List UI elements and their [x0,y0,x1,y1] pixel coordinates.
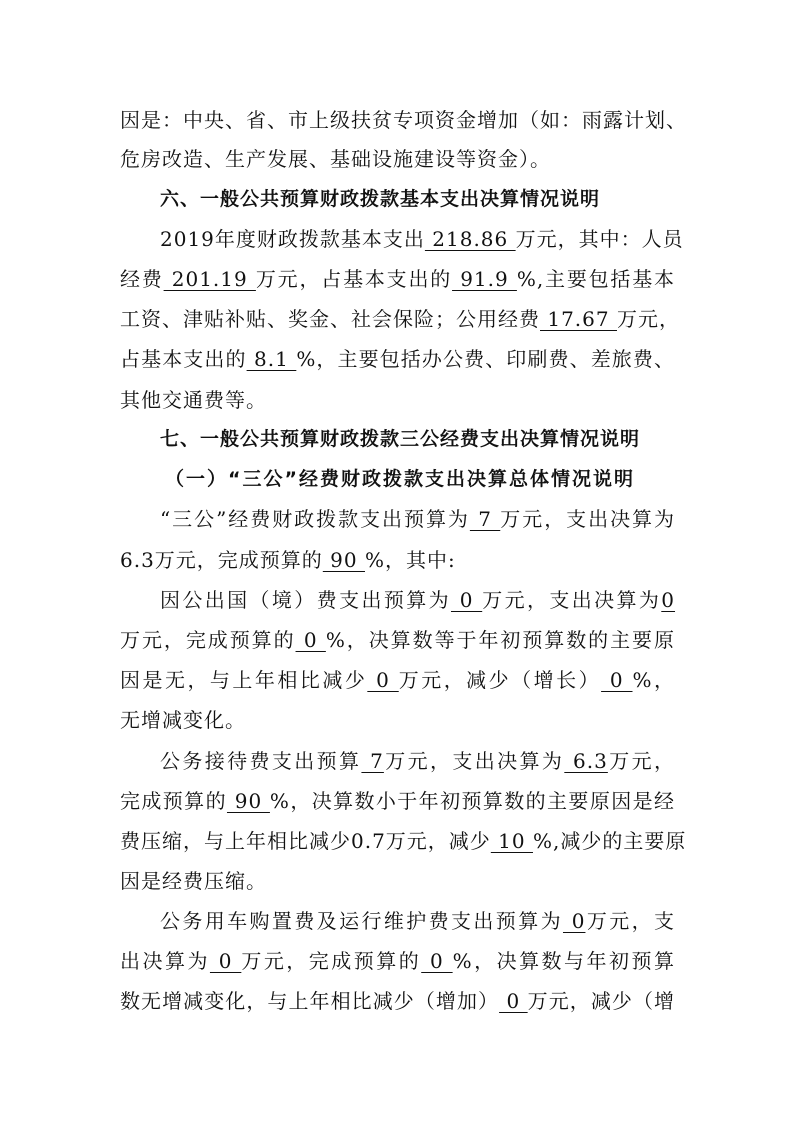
underlined-value: 0 [499,989,528,1013]
section-heading-6 [160,182,675,216]
paragraph-line [120,103,687,137]
text-run: 因是经费压缩。 [120,869,267,893]
text-run: 其他交通费等。 [120,388,267,412]
text-run: %，决算数等于年初预算数的主要原 [325,628,675,652]
underlined-value: 90 [226,789,270,813]
paragraph-line [120,623,675,657]
text-run: 万元， [616,307,680,331]
underlined-value: 0 [367,668,399,692]
text-run: 危房改造、生产发展、基础设施建设等资金）。 [120,147,551,171]
text-run: 完成预算的 [120,789,227,813]
text-run: 万元，支 [585,909,676,933]
subsection-heading-1 [165,462,665,496]
paragraph-line [120,302,680,336]
paragraph-line [160,904,675,938]
underlined-value: 10 [490,829,533,853]
underlined-value: 218.86 [424,227,516,251]
paragraph-line [120,543,675,577]
paragraph-line [120,342,675,376]
paragraph-line [120,142,675,176]
paragraph-line [120,864,675,898]
text-run: %,减少的主要原 [532,829,687,853]
text-run: 公务用车购置费及运行维护费支出预算为 [160,909,563,933]
text-run: %， [632,668,675,692]
text-run: 万元，支出决算为 [383,749,565,773]
underlined-value: 7 [469,507,501,531]
text-run: 万元，减少（增 [527,989,675,1013]
text-run: 万元， [607,749,675,773]
text-run: 费压缩，与上年相比减少0.7万元，减少 [120,829,491,853]
text-run: 经费 [120,267,164,291]
text-run: 万元，完成预算的 [241,949,422,973]
text-run: %,主要包括基本 [516,267,676,291]
underlined-value: 8.1 [246,347,297,371]
underlined-value: 0 [209,949,242,973]
text-run: 万元，其中：人员 [515,227,684,251]
text-run: 2019年度财政拨款基本支出 [160,227,425,251]
underlined-value: 201.19 [163,267,256,291]
paragraph-line [120,984,675,1018]
underlined-value: 0 [421,949,453,973]
section-heading-7 [160,422,675,456]
text-run: 七、一般公共预算财政拨款三公经费支出决算情况说明 [160,428,641,450]
text-run: 出决算为 [120,949,210,973]
text-run: 万元，支出决算为 [482,588,662,612]
text-run: 因是无，与上年相比减少 [120,668,368,692]
text-run: %，决算数小于年初预算数的主要原因是经 [269,789,675,813]
text-run: 占基本支出的 [120,347,247,371]
underlined-value: 17.67 [540,307,617,331]
paragraph-line [160,583,675,617]
paragraph-line [160,222,684,256]
underlined-value: 0 [295,628,326,652]
underlined-value: 6.3 [564,749,608,773]
text-run: 万元，占基本支出的 [255,267,453,291]
text-run: （一）“三公”经费财政拨款支出决算总体情况说明 [165,468,635,490]
underlined-value: 0 [562,909,586,933]
paragraph-line [120,784,675,818]
text-run: %，其中: [364,548,456,572]
text-run: 六、一般公共预算财政拨款基本支出决算情况说明 [160,188,601,210]
paragraph-line [120,703,675,737]
paragraph-line [120,262,675,296]
text-run: “三公”经费财政拨款支出预算为 [160,507,470,531]
text-run: 公务接待费支出预算 [160,749,362,773]
text-run: 无增减变化。 [120,708,246,732]
text-run: 6.3万元，完成预算的 [120,548,323,572]
underlined-value: 7 [361,749,384,773]
text-run: %，主要包括办公费、印刷费、差旅费、 [296,347,675,371]
text-run: %，决算数与年初预算 [452,949,675,973]
paragraph-line [160,744,675,778]
paragraph-line [120,824,687,858]
text-run: 万元，完成预算的 [120,628,296,652]
underlined-value: 0 [661,588,676,612]
text-run: 万元，支出决算为 [500,507,676,531]
text-run: 万元，减少（增长） [398,668,602,692]
text-run: 工资、津贴补贴、奖金、社会保险；公用经费 [120,307,540,331]
text-run: 因是：中央、省、市上级扶贫专项资金增加（如：雨露计划、 [120,108,687,132]
underlined-value: 90 [322,548,365,572]
paragraph-line [120,944,675,978]
paragraph-line [120,383,675,417]
underlined-value: 91.9 [452,267,517,291]
paragraph-line [160,502,675,536]
underlined-value: 0 [601,668,633,692]
text-run: 因公出国（境）费支出预算为 [160,588,451,612]
underlined-value: 0 [450,588,483,612]
paragraph-line [120,663,675,697]
text-run: 数无增减变化，与上年相比减少（增加） [120,989,500,1013]
